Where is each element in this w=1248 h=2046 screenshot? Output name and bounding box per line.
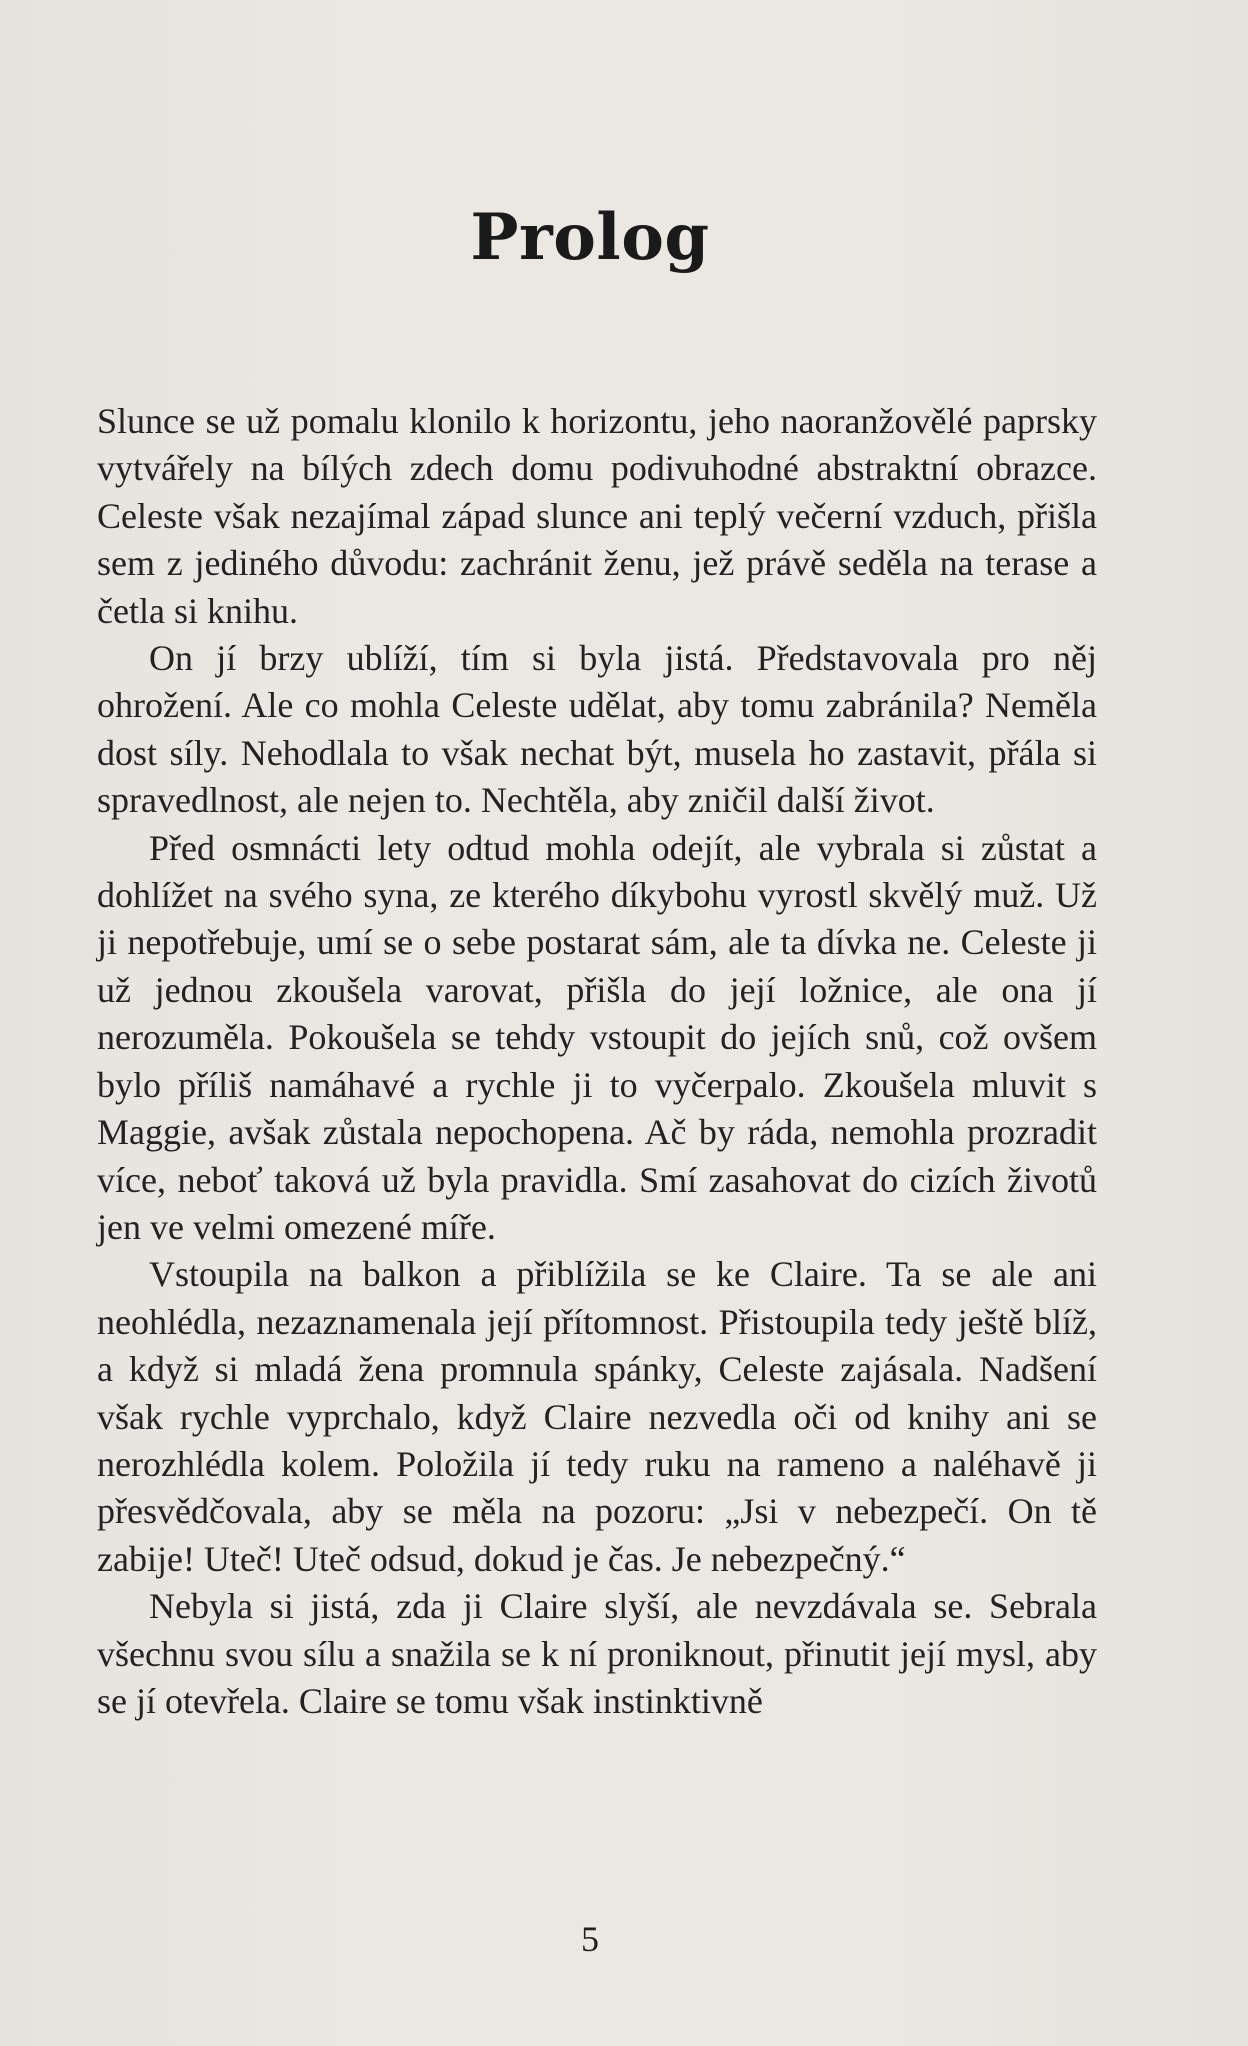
- paragraph-1: Slunce se už pomalu klonilo k horizontu, jeho naoranžovělé paprsky vytvářely na bílých zdech domu podivuhodné abstraktní obrazce. Celeste však nezajímal západ slunce ani teplý večerní vzduch, přišla sem z jediného důvodu: zachránit ženu, jež právě seděla na terase a četla si knihu.: [97, 401, 1097, 631]
- chapter-title: Prolog: [470, 200, 710, 275]
- paragraph-4: Vstoupila na balkon a přiblížila se ke Claire. Ta se ale ani neohlédla, nezaznamenala její přítomnost. Přistoupila tedy ještě blíž, a když si mladá žena promnula spánky, Celeste zajásala. Nadšení však rychle vyprchalo, když Claire nezvedla oči od knihy ani se nerozhlédla kolem. Položila jí tedy ruku na rameno a naléhavě ji přesvědčovala, aby se měla na pozoru: „Jsi v nebezpečí. On tě zabije! Uteč! Uteč odsud, dokud je čas. Je nebezpečný.“: [97, 1254, 1097, 1579]
- paragraph-2: On jí brzy ublíží, tím si byla jistá. Představovala pro něj ohrožení. Ale co mohla Celeste udělat, aby tomu zabránila? Neměla dost síly. Nehodlala to však nechat být, musela ho zastavit, přála si spravedlnost, ale nejen to. Nechtěla, aby zničil další život.: [97, 638, 1097, 821]
- paragraph-3: Před osmnácti lety odtud mohla odejít, ale vybrala si zůstat a dohlížet na svého syna, ze kterého díkybohu vyrostl skvělý muž. Už ji nepotřebuje, umí se o sebe postarat sám, ale ta dívka ne. Celeste ji už jednou zkoušela varovat, přišla do její ložnice, ale ona jí nerozuměla. Pokoušela se tehdy vstoupit do jejích snů, což ovšem bylo příliš namáhavé a rychle ji to vyčerpalo. Zkoušela mluvit s Maggie, avšak zůstala nepochopena. Ač by ráda, nemohla prozradit více, neboť taková už byla pravidla. Smí zasahovat do cizích životů jen ve velmi omezené míře.: [97, 827, 1097, 1247]
- paragraph-5: Nebyla si jistá, zda ji Claire slyší, ale nevzdávala se. Sebrala všechnu svou sílu a snažila se k ní proniknout, přinutit její mysl, aby se jí otevřela. Claire se tomu však instinktivně: [97, 1586, 1097, 1721]
- page-number: 5: [581, 1919, 599, 1959]
- body-text: [97, 398, 1097, 1725]
